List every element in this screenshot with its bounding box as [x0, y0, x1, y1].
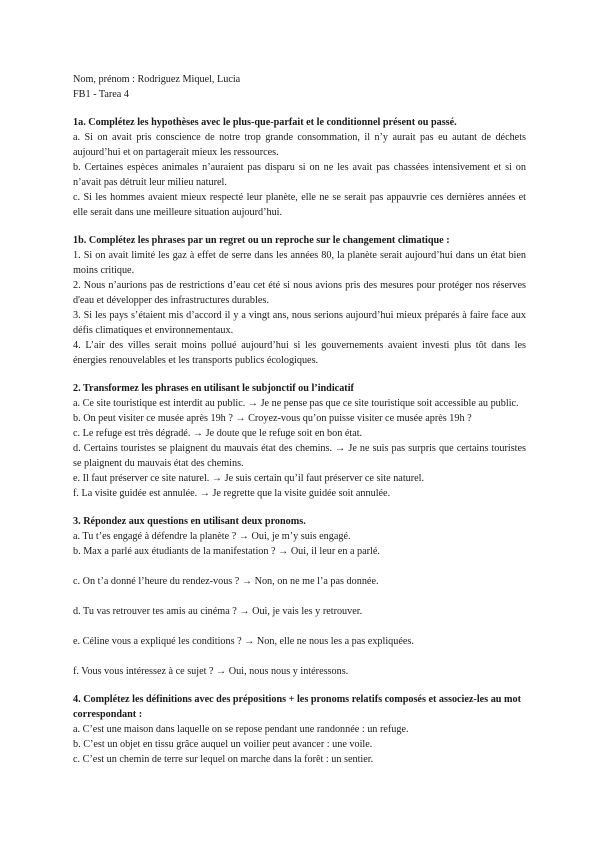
list-item: b. C’est un objet en tissu grâce auquel un voilier peut avancer : une voile.: [73, 739, 373, 750]
list-item: b. Certaines espèces animales n’auraient pas disparu si on ne les avait pas chassées intensivement et si on n’avait pas détruit leur milieu naturel.: [73, 162, 526, 188]
list-item: c. On t’a donné l’heure du rendez-vous ? → Non, on ne me l’a pas donnée.: [73, 576, 379, 587]
section-1b: [73, 233, 526, 368]
spacer: [73, 501, 526, 514]
section-3: [73, 514, 526, 679]
list-item: b. On peut visiter ce musée après 19h ? → Croyez-vous qu’on puisse visiter ce musée après 19h ?: [73, 413, 472, 424]
list-item: a. C’est une maison dans laquelle on se repose pendant une randonnée : un refuge.: [73, 724, 409, 735]
list-item: c. Le refuge est très dégradé. → Je doute que le refuge soit en bon état.: [73, 428, 363, 439]
list-item: e. Céline vous a expliqué les conditions ? → Non, elle ne nous les a pas expliquées.: [73, 636, 414, 647]
list-item: d. Tu vas retrouver tes amis au cinéma ? → Oui, je vais les y retrouver.: [73, 606, 363, 617]
section-1a: [73, 115, 526, 220]
task-label: FB1 - Tarea 4: [73, 89, 129, 100]
spacer: [73, 559, 526, 574]
spacer: [73, 619, 526, 634]
list-item: b. Max a parlé aux étudiants de la manifestation ? → Oui, il leur en a parlé.: [73, 546, 380, 557]
section-title: 1a. Complétez les hypothèses avec le plus-que-parfait et le conditionnel présent ou passé.: [73, 117, 457, 128]
section-title: 2. Transformez les phrases en utilisant le subjonctif ou l’indicatif: [73, 383, 354, 394]
list-item: 3. Si les pays s’étaient mis d’accord il y a vingt ans, nous serions aujourd’hui mieux préparés à faire face aux défis climatiques et environnementaux.: [73, 310, 526, 336]
list-item: a. Si on avait pris conscience de notre trop grande consommation, il n’y aurait pas eu autant de déchets aujourd’hui et on partagerait mieux les ressources.: [73, 132, 526, 158]
section-4: [73, 692, 526, 767]
section-title: 4. Complétez les définitions avec des prépositions + les pronoms relatifs composés et associez-les au mot correspondant :: [73, 694, 521, 720]
list-item: c. Si les hommes avaient mieux respecté leur planète, elle ne se serait pas appauvrie ces dernières années et elle serait dans une meilleure situation aujourd’hui.: [73, 192, 526, 218]
spacer: [73, 220, 526, 233]
list-item: f. Vous vous intéressez à ce sujet ? → Oui, nous nous y intéressons.: [73, 666, 349, 677]
list-item: a. Ce site touristique est interdit au public. → Je ne pense pas que ce site touristique soit accessible au public.: [73, 398, 519, 409]
list-item: e. Il faut préserver ce site naturel. → Je suis certain qu’il faut préserver ce site naturel.: [73, 473, 425, 484]
section-title: 3. Répondez aux questions en utilisant deux pronoms.: [73, 516, 306, 527]
list-item: a. Tu t’es engagé à défendre la planète ? → Oui, je m’y suis engagé.: [73, 531, 351, 542]
list-item: 1. Si on avait limité les gaz à effet de serre dans les années 80, la planète serait aujourd’hui dans un état bien moins critique.: [73, 250, 526, 276]
list-item: 4. L’air des villes serait moins pollué aujourd’hui si les gouvernements avaient investi plus tôt dans les énergies renouvelables et les transports publics écologiques.: [73, 340, 526, 366]
student-name: Nom, prénom : Rodriguez Miquel, Lucia: [73, 74, 241, 85]
spacer: [73, 102, 526, 115]
section-title: 1b. Complétez les phrases par un regret ou un reproche sur le changement climatique :: [73, 235, 450, 246]
section-2: [73, 381, 526, 501]
list-item: d. Certains touristes se plaignent du mauvais état des chemins. → Je ne suis pas surpris que certains touristes se plaignent du mauvais état des chemins.: [73, 443, 526, 469]
spacer: [73, 368, 526, 381]
list-item: 2. Nous n’aurions pas de restrictions d’eau cet été si nous avions pris des mesures pour protéger nos réserves d'eau et développer des infrastructures durables.: [73, 280, 526, 306]
spacer: [73, 589, 526, 604]
spacer: [73, 679, 526, 692]
spacer: [73, 649, 526, 664]
list-item: c. C’est un chemin de terre sur lequel on marche dans la forêt : un sentier.: [73, 754, 374, 765]
list-item: f. La visite guidée est annulée. → Je regrette que la visite guidée soit annulée.: [73, 488, 391, 499]
